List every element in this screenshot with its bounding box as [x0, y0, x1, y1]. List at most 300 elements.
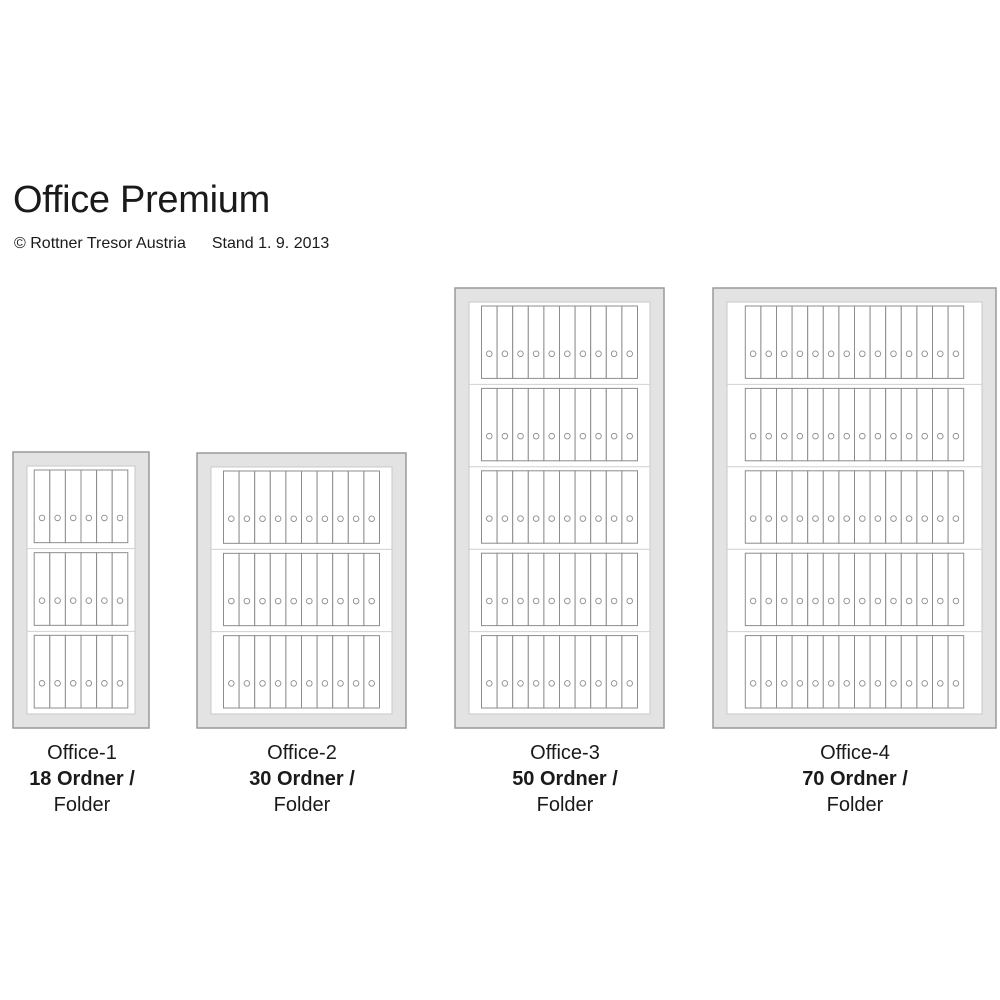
folder-count: 50 Ordner /: [512, 768, 618, 790]
binder-spine: [112, 635, 128, 708]
binder-ring-hole: [750, 433, 756, 439]
binder-ring-hole: [596, 351, 602, 357]
folder-binder: [513, 306, 529, 378]
folder-unit: Folder: [273, 794, 331, 816]
binder-ring-hole: [70, 598, 76, 604]
binder-spine: [528, 636, 544, 708]
binder-ring-hole: [487, 681, 493, 687]
folder-binder: [886, 388, 902, 460]
folder-binder: [50, 635, 66, 708]
folder-binder: [317, 553, 333, 625]
folder-binder: [482, 471, 498, 543]
folder-binder: [870, 553, 886, 625]
folder-binder: [317, 636, 333, 708]
binder-spine: [544, 636, 560, 708]
folder-binder: [855, 636, 871, 708]
folder-binder: [606, 388, 622, 460]
binder-ring-hole: [565, 433, 571, 439]
binder-ring-hole: [565, 598, 571, 604]
folder-binder: [823, 471, 839, 543]
folder-binder: [544, 306, 560, 378]
binder-ring-hole: [518, 516, 524, 522]
binder-spine: [97, 470, 113, 543]
binder-ring-hole: [813, 433, 819, 439]
binder-spine: [513, 636, 529, 708]
binder-ring-hole: [953, 516, 959, 522]
folder-binder: [870, 388, 886, 460]
binder-ring-hole: [117, 598, 123, 604]
folder-binder: [777, 306, 793, 378]
binder-spine: [528, 306, 544, 378]
folder-binder: [933, 636, 949, 708]
binder-spine: [482, 636, 498, 708]
folder-binder: [948, 553, 964, 625]
binder-spine: [348, 636, 364, 708]
binder-ring-hole: [39, 515, 45, 521]
folder-binder: [302, 471, 318, 543]
binder-ring-hole: [244, 516, 250, 522]
folder-binder: [560, 388, 576, 460]
binder-ring-hole: [611, 433, 617, 439]
folder-binder: [575, 553, 591, 625]
folder-binder: [270, 553, 286, 625]
binder-spine: [901, 636, 917, 708]
binder-ring-hole: [70, 680, 76, 686]
binder-ring-hole: [322, 516, 328, 522]
binder-spine: [933, 306, 949, 378]
binder-spine: [591, 471, 607, 543]
folder-count: 30 Ordner /: [249, 768, 355, 790]
binder-spine: [606, 471, 622, 543]
binder-spine: [917, 636, 933, 708]
binder-spine: [317, 636, 333, 708]
binder-ring-hole: [549, 351, 555, 357]
binder-spine: [560, 471, 576, 543]
folder-binder: [917, 636, 933, 708]
binder-ring-hole: [353, 516, 359, 522]
binder-ring-hole: [580, 681, 586, 687]
binder-spine: [901, 388, 917, 460]
binder-ring-hole: [860, 351, 866, 357]
binder-ring-hole: [244, 681, 250, 687]
binder-spine: [839, 388, 855, 460]
binder-ring-hole: [596, 516, 602, 522]
folder-binder: [901, 553, 917, 625]
folder-binder: [528, 636, 544, 708]
folder-binder: [901, 388, 917, 460]
binder-ring-hole: [938, 598, 944, 604]
binder-ring-hole: [596, 433, 602, 439]
binder-ring-hole: [906, 433, 912, 439]
binder-ring-hole: [596, 598, 602, 604]
folder-binder: [591, 471, 607, 543]
folder-binder: [839, 471, 855, 543]
binder-spine: [855, 306, 871, 378]
folder-binder: [622, 306, 638, 378]
binder-spine: [270, 471, 286, 543]
binder-ring-hole: [750, 351, 756, 357]
binder-ring-hole: [565, 516, 571, 522]
binder-spine: [886, 471, 902, 543]
binder-spine: [761, 636, 777, 708]
binder-spine: [948, 471, 964, 543]
binder-ring-hole: [813, 681, 819, 687]
folder-binder: [808, 471, 824, 543]
binder-spine: [544, 306, 560, 378]
binder-spine: [917, 306, 933, 378]
binder-ring-hole: [55, 598, 61, 604]
folder-binder: [855, 553, 871, 625]
binder-spine: [224, 636, 240, 708]
binder-ring-hole: [797, 351, 803, 357]
folder-binder: [777, 636, 793, 708]
folder-binder: [745, 636, 761, 708]
binder-ring-hole: [518, 681, 524, 687]
binder-ring-hole: [338, 681, 344, 687]
binder-ring-hole: [260, 598, 266, 604]
binder-ring-hole: [369, 516, 375, 522]
model-name: Office-4: [820, 742, 890, 764]
folder-binder: [286, 553, 302, 625]
folder-binder: [948, 388, 964, 460]
binder-spine: [761, 553, 777, 625]
model-name: Office-3: [530, 742, 600, 764]
folder-binder: [917, 553, 933, 625]
binder-ring-hole: [906, 351, 912, 357]
folder-binder: [255, 636, 271, 708]
binder-spine: [364, 636, 380, 708]
binder-spine: [333, 471, 349, 543]
folder-binder: [606, 636, 622, 708]
folder-binder: [901, 471, 917, 543]
binder-spine: [917, 471, 933, 543]
folder-binder: [112, 553, 128, 626]
binder-ring-hole: [875, 433, 881, 439]
folder-binder: [591, 306, 607, 378]
binder-ring-hole: [766, 351, 772, 357]
binder-spine: [917, 388, 933, 460]
binder-ring-hole: [55, 515, 61, 521]
folder-binder: [761, 636, 777, 708]
binder-ring-hole: [580, 351, 586, 357]
folder-binder: [855, 471, 871, 543]
binder-ring-hole: [549, 516, 555, 522]
binder-ring-hole: [580, 433, 586, 439]
binder-spine: [745, 471, 761, 543]
binder-ring-hole: [565, 681, 571, 687]
binder-ring-hole: [502, 681, 508, 687]
binder-spine: [948, 306, 964, 378]
folder-binder: [497, 388, 513, 460]
binder-spine: [823, 553, 839, 625]
binder-spine: [622, 471, 638, 543]
binder-ring-hole: [353, 681, 359, 687]
binder-ring-hole: [844, 351, 850, 357]
folder-binder: [482, 388, 498, 460]
folder-binder: [239, 471, 255, 543]
page-title: Office Premium: [13, 179, 270, 221]
binder-ring-hole: [938, 433, 944, 439]
binder-spine: [823, 636, 839, 708]
binder-ring-hole: [627, 433, 633, 439]
binder-spine: [606, 388, 622, 460]
binder-ring-hole: [518, 598, 524, 604]
folder-binder: [560, 471, 576, 543]
binder-spine: [513, 553, 529, 625]
folder-binder: [81, 635, 97, 708]
folder-binder: [870, 636, 886, 708]
binder-spine: [255, 636, 271, 708]
folder-binder: [917, 471, 933, 543]
binder-spine: [239, 636, 255, 708]
folder-binder: [513, 471, 529, 543]
folder-binder: [482, 553, 498, 625]
binder-spine: [745, 306, 761, 378]
folder-binder: [255, 553, 271, 625]
binder-ring-hole: [596, 681, 602, 687]
binder-ring-hole: [86, 598, 92, 604]
binder-spine: [933, 553, 949, 625]
binder-spine: [81, 635, 97, 708]
binder-ring-hole: [797, 681, 803, 687]
folder-binder: [34, 470, 50, 543]
binder-spine: [870, 471, 886, 543]
binder-spine: [808, 388, 824, 460]
folder-binder: [333, 553, 349, 625]
binder-ring-hole: [322, 681, 328, 687]
folder-binder: [948, 306, 964, 378]
folder-binder: [50, 470, 66, 543]
binder-spine: [901, 306, 917, 378]
binder-ring-hole: [549, 598, 555, 604]
binder-spine: [364, 553, 380, 625]
binder-ring-hole: [860, 598, 866, 604]
binder-ring-hole: [502, 433, 508, 439]
binder-ring-hole: [291, 516, 297, 522]
binder-spine: [823, 471, 839, 543]
folder-binder: [544, 553, 560, 625]
model-label-office-2: [212, 740, 392, 818]
binder-ring-hole: [549, 681, 555, 687]
binder-spine: [97, 635, 113, 708]
folder-binder: [317, 471, 333, 543]
folder-binder: [839, 636, 855, 708]
binder-spine: [792, 636, 808, 708]
binder-ring-hole: [922, 681, 928, 687]
folder-binder: [761, 471, 777, 543]
binder-ring-hole: [338, 598, 344, 604]
binder-spine: [792, 553, 808, 625]
folder-binder: [870, 471, 886, 543]
folder-binder: [497, 471, 513, 543]
folder-binder: [808, 306, 824, 378]
binder-spine: [808, 553, 824, 625]
binder-spine: [364, 471, 380, 543]
binder-ring-hole: [782, 433, 788, 439]
binder-ring-hole: [922, 516, 928, 522]
binder-ring-hole: [611, 351, 617, 357]
binder-ring-hole: [275, 516, 281, 522]
folder-binder: [239, 553, 255, 625]
binder-ring-hole: [39, 598, 45, 604]
folder-binder: [112, 470, 128, 543]
folder-binder: [81, 553, 97, 626]
folder-binder: [65, 553, 81, 626]
binder-ring-hole: [244, 598, 250, 604]
binder-spine: [606, 553, 622, 625]
binder-ring-hole: [117, 515, 123, 521]
binder-ring-hole: [102, 515, 108, 521]
binder-ring-hole: [627, 598, 633, 604]
binder-ring-hole: [580, 516, 586, 522]
binder-ring-hole: [797, 516, 803, 522]
folder-binder: [50, 553, 66, 626]
binder-spine: [560, 306, 576, 378]
folder-binder: [808, 636, 824, 708]
binder-spine: [302, 636, 318, 708]
binder-spine: [81, 553, 97, 626]
binder-ring-hole: [322, 598, 328, 604]
folder-binder: [886, 553, 902, 625]
binder-spine: [761, 388, 777, 460]
binder-ring-hole: [766, 681, 772, 687]
folder-binder: [528, 471, 544, 543]
binder-spine: [622, 553, 638, 625]
folder-unit: Folder: [536, 794, 594, 816]
binder-ring-hole: [750, 598, 756, 604]
binder-ring-hole: [860, 433, 866, 439]
binder-ring-hole: [627, 681, 633, 687]
binder-ring-hole: [797, 598, 803, 604]
binder-spine: [591, 553, 607, 625]
folder-binder: [886, 306, 902, 378]
binder-spine: [65, 553, 81, 626]
folder-binder: [839, 553, 855, 625]
binder-ring-hole: [766, 433, 772, 439]
binder-ring-hole: [953, 598, 959, 604]
binder-spine: [777, 306, 793, 378]
binder-ring-hole: [891, 681, 897, 687]
copyright-notice: © Rottner Tresor Austria: [14, 235, 186, 252]
folder-binder: [745, 306, 761, 378]
folder-binder: [933, 388, 949, 460]
binder-spine: [482, 306, 498, 378]
binder-spine: [622, 636, 638, 708]
binder-spine: [575, 388, 591, 460]
binder-spine: [34, 635, 50, 708]
binder-spine: [497, 471, 513, 543]
folder-binder: [606, 553, 622, 625]
binder-ring-hole: [750, 516, 756, 522]
binder-spine: [808, 471, 824, 543]
binder-spine: [886, 388, 902, 460]
folder-binder: [270, 471, 286, 543]
binder-ring-hole: [275, 681, 281, 687]
folder-binder: [901, 636, 917, 708]
folder-binder: [560, 636, 576, 708]
binder-ring-hole: [229, 516, 235, 522]
model-label-office-3: [475, 740, 655, 818]
folder-binder: [855, 306, 871, 378]
folder-binder: [933, 306, 949, 378]
binder-ring-hole: [611, 598, 617, 604]
binder-spine: [513, 306, 529, 378]
binder-ring-hole: [291, 598, 297, 604]
folder-binder: [65, 470, 81, 543]
folder-binder: [270, 636, 286, 708]
binder-spine: [855, 471, 871, 543]
binder-ring-hole: [828, 598, 834, 604]
binder-spine: [513, 388, 529, 460]
binder-spine: [560, 636, 576, 708]
binder-ring-hole: [782, 516, 788, 522]
binder-ring-hole: [518, 351, 524, 357]
folder-binder: [886, 636, 902, 708]
folder-binder: [528, 553, 544, 625]
folder-binder: [622, 471, 638, 543]
binder-spine: [855, 553, 871, 625]
folder-binder: [513, 553, 529, 625]
folder-binder: [364, 636, 380, 708]
binder-spine: [622, 306, 638, 378]
binder-spine: [855, 388, 871, 460]
folder-binder: [792, 636, 808, 708]
binder-ring-hole: [938, 516, 944, 522]
binder-ring-hole: [844, 681, 850, 687]
folder-binder: [575, 471, 591, 543]
binder-ring-hole: [844, 598, 850, 604]
folder-binder: [302, 636, 318, 708]
binder-spine: [591, 636, 607, 708]
folder-binder: [364, 553, 380, 625]
folder-binder: [917, 388, 933, 460]
binder-ring-hole: [766, 516, 772, 522]
binder-ring-hole: [102, 598, 108, 604]
model-label-office-1: [0, 740, 172, 818]
folder-binder: [823, 306, 839, 378]
binder-ring-hole: [533, 681, 539, 687]
folder-binder: [544, 388, 560, 460]
binder-spine: [606, 306, 622, 378]
folder-binder: [497, 553, 513, 625]
folder-binder: [348, 553, 364, 625]
binder-ring-hole: [487, 516, 493, 522]
model-label-office-4: [765, 740, 945, 818]
folder-binder: [761, 388, 777, 460]
binder-ring-hole: [875, 681, 881, 687]
binder-ring-hole: [844, 516, 850, 522]
folder-binder: [933, 553, 949, 625]
binder-ring-hole: [353, 598, 359, 604]
folder-binder: [792, 388, 808, 460]
folder-binder: [777, 471, 793, 543]
binder-ring-hole: [70, 515, 76, 521]
binder-ring-hole: [518, 433, 524, 439]
binder-spine: [948, 388, 964, 460]
folder-binder: [482, 636, 498, 708]
binder-ring-hole: [39, 680, 45, 686]
binder-ring-hole: [891, 351, 897, 357]
binder-ring-hole: [922, 433, 928, 439]
binder-ring-hole: [813, 516, 819, 522]
folder-binder: [622, 636, 638, 708]
binder-ring-hole: [580, 598, 586, 604]
folder-binder: [745, 553, 761, 625]
folder-binder: [792, 553, 808, 625]
binder-ring-hole: [813, 351, 819, 357]
model-name: Office-1: [47, 742, 117, 764]
binder-spine: [482, 471, 498, 543]
